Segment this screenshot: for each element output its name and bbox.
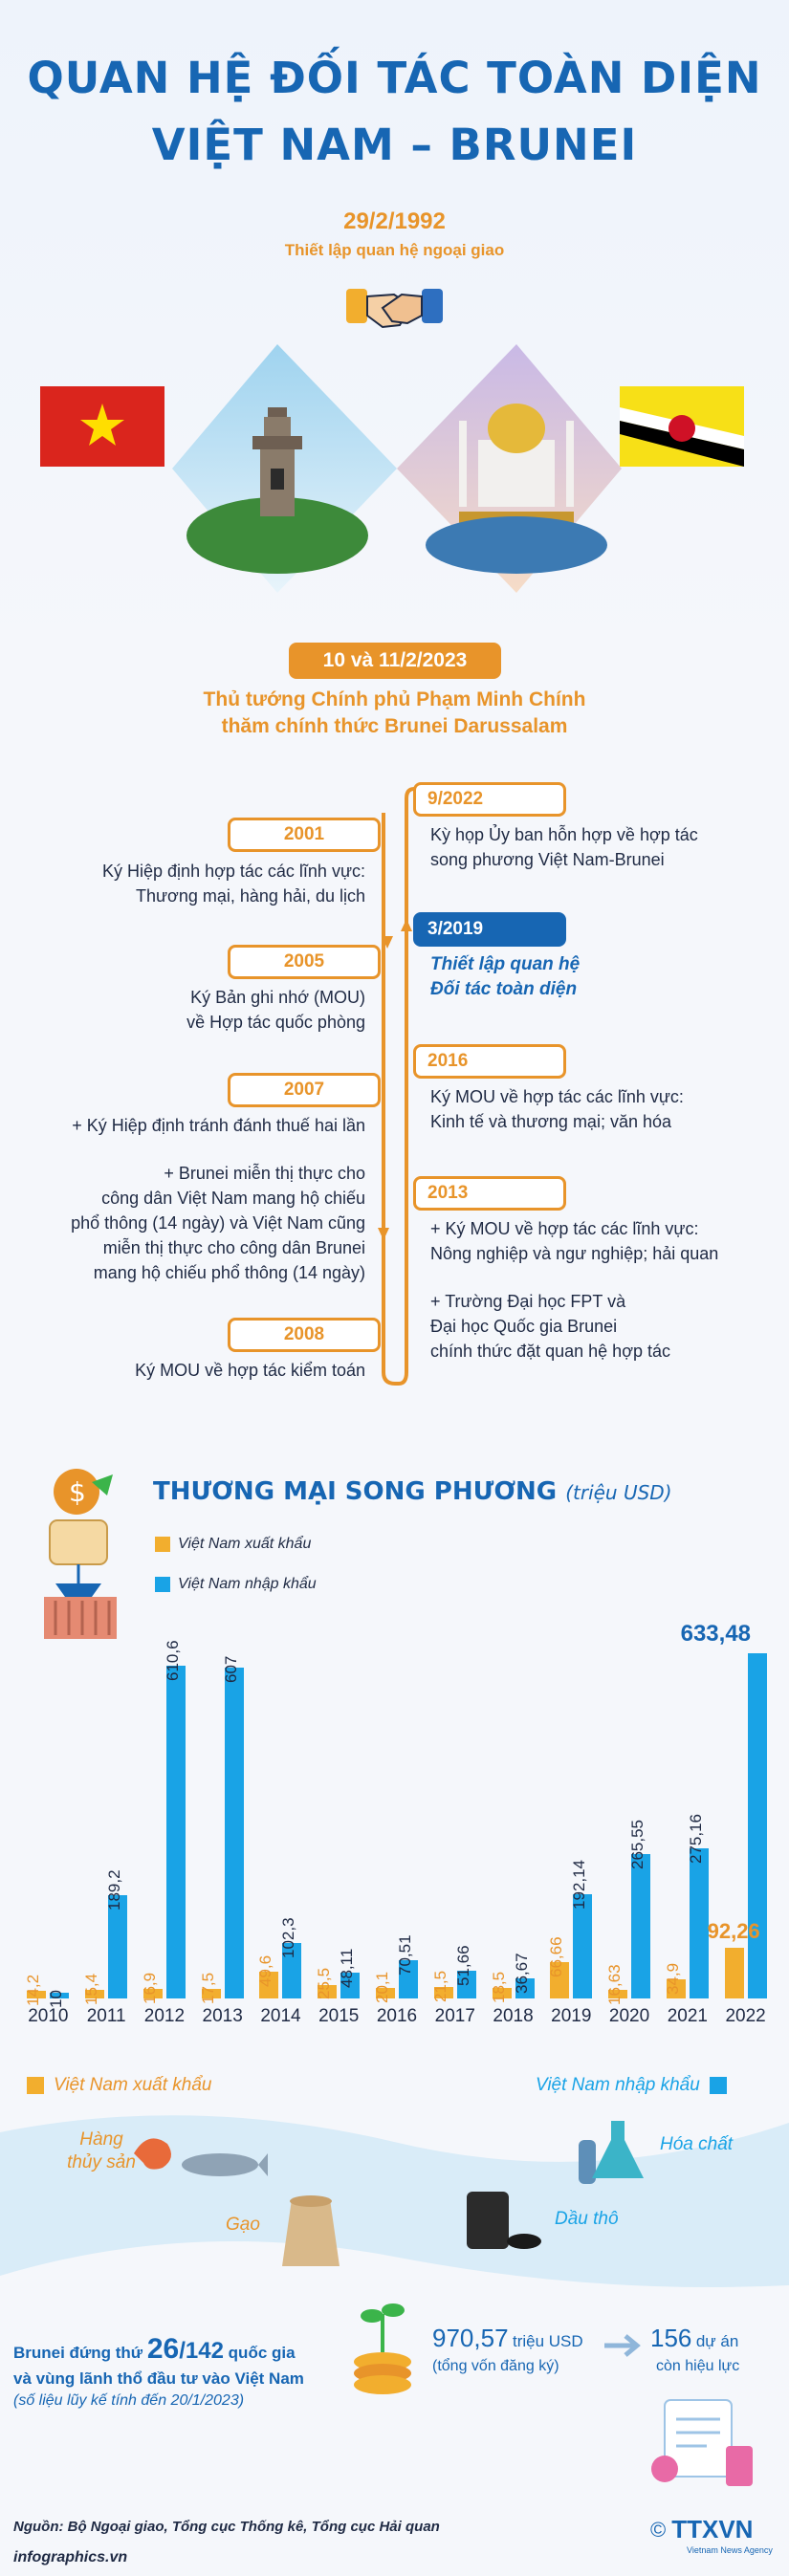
investment-capital	[432, 2324, 583, 2353]
label-import-2018: 36,67	[512, 1953, 531, 1995]
investment-projects	[650, 2324, 738, 2353]
label-import-2020: 265,55	[628, 1819, 647, 1869]
label-export-2011: 15,4	[82, 1974, 101, 2006]
timeline-text-2013-e: Đại học Quốc gia Brunei	[430, 1317, 618, 1336]
investment-projects-caption: còn hiệu lực	[656, 2358, 740, 2374]
timeline-text-2007-f: miễn thị thực cho công dân Brunei	[102, 1238, 365, 1257]
timeline-text-2005-a: Ký Bản ghi nhớ (MOU)	[190, 988, 365, 1007]
investment-rank-number: 26	[146, 2333, 180, 2365]
timeline-year-2016: 2016	[413, 1044, 566, 1079]
timeline-text-2007-c: + Brunei miễn thị thực cho	[164, 1164, 365, 1183]
import-goods-label: Việt Nam nhập khẩu	[536, 2075, 700, 2095]
timeline-text-2008: Ký MOU về hợp tác kiểm toán	[135, 1361, 365, 1380]
brunei-flag-icon	[620, 386, 744, 467]
timeline-text-2016-b: Kinh tế và thương mại; văn hóa	[430, 1112, 671, 1131]
bar-import-2021	[690, 1848, 709, 1998]
timeline-text-2019-a: Thiết lập quan hệ	[430, 954, 581, 974]
label-export-2022: 92,26	[707, 1919, 760, 1944]
label-import-2015: 48,11	[338, 1948, 357, 1988]
bar-import-2022	[748, 1653, 767, 1998]
investment-line2: và vùng lãnh thổ đầu tư vào Việt Nam	[13, 2369, 304, 2388]
bar-import-2019	[573, 1894, 592, 1998]
investment-capital-caption: (tổng vốn đăng ký)	[432, 2358, 559, 2374]
label-export-2016: 20,1	[373, 1971, 391, 2003]
timeline-text-2005-b: về Hợp tác quốc phòng	[186, 1013, 365, 1032]
timeline-year-2008: 2008	[228, 1318, 381, 1352]
trade-unit: (triệu USD)	[565, 1481, 672, 1504]
rice-sack-icon	[273, 2190, 349, 2276]
timeline-text-2013-b: Nông nghiệp và ngư nghiệp; hải quan	[430, 1244, 719, 1263]
bar-import-2012	[166, 1666, 186, 1998]
timeline-text-2001-a: Ký Hiệp định hợp tác các lĩnh vực:	[102, 862, 365, 881]
timeline-year-2005: 2005	[228, 945, 381, 979]
investment-capital-value: 970,57	[432, 2324, 509, 2352]
goods-rice: Gạo	[226, 2215, 260, 2235]
import-goods-swatch	[710, 2077, 727, 2094]
investment-rank-total: /142	[179, 2338, 224, 2364]
label-import-2012: 610,6	[163, 1640, 182, 1682]
trade-bar-chart	[19, 1621, 775, 2009]
trade-title	[153, 1477, 672, 1506]
bar-import-2020	[631, 1854, 650, 1998]
label-export-2015: 25,5	[315, 1968, 334, 2000]
goods-chemicals: Hóa chất	[660, 2134, 734, 2154]
timeline-text-2013-d: + Trường Đại học FPT và	[430, 1292, 626, 1311]
page-title-line1: QUAN HỆ ĐỐI TÁC TOÀN DIỆN	[27, 53, 762, 103]
label-import-2016: 70,51	[396, 1934, 414, 1976]
landmark-illustration	[172, 316, 622, 612]
year-label-2014: 2014	[260, 2006, 301, 2026]
timeline-text-2007-a: + Ký Hiệp định tránh đánh thuế hai lần	[72, 1116, 365, 1135]
timeline-text-2007-d: công dân Việt Nam mang hộ chiếu	[101, 1189, 365, 1208]
year-label-2010: 2010	[28, 2006, 69, 2026]
oil-barrel-icon	[457, 2182, 543, 2259]
timeline-text-2022-a: Kỳ họp Ủy ban hỗn hợp về hợp tác	[430, 825, 698, 844]
year-label-2022: 2022	[725, 2006, 766, 2026]
agency-logo	[650, 2515, 753, 2544]
export-goods-label: Việt Nam xuất khẩu	[54, 2075, 212, 2095]
investment-note: (số liệu lũy kế tính đến 20/1/2023)	[13, 2392, 245, 2409]
trade-title-text: THƯƠNG MẠI SONG PHƯƠNG	[153, 1477, 558, 1506]
year-label-2020: 2020	[608, 2006, 650, 2026]
shrimp-fish-icon	[124, 2125, 268, 2192]
bar-export-2022	[725, 1948, 744, 1998]
timeline-year-2007: 2007	[228, 1073, 381, 1107]
label-export-2017: 21,5	[430, 1970, 449, 2002]
timeline-text-2013-f: chính thức đặt quan hệ hợp tác	[430, 1342, 671, 1361]
label-import-2013: 607	[221, 1656, 240, 1684]
agency-name: TTXVN	[671, 2515, 754, 2543]
year-label-2013: 2013	[202, 2006, 243, 2026]
investment-rank-pre: Brunei đứng thứ	[13, 2344, 143, 2362]
trade-chart-x-axis	[19, 2006, 775, 2035]
goods-seafood: Hàng thủy sản	[67, 2129, 136, 2172]
footer-site: infographics.vn	[13, 2549, 128, 2565]
timeline-year-9-2022: 9/2022	[413, 782, 566, 817]
label-import-2019: 192,14	[570, 1859, 589, 1910]
year-label-2021: 2021	[667, 2006, 708, 2026]
year-label-2016: 2016	[376, 2006, 418, 2026]
label-import-2014: 102,3	[279, 1917, 298, 1958]
label-export-2013: 17,5	[198, 1972, 217, 2005]
legend-import-label: Việt Nam nhập khẩu	[178, 1576, 317, 1592]
year-label-2019: 2019	[551, 2006, 592, 2026]
timeline-year-3-2019: 3/2019	[413, 912, 566, 947]
diplomatic-date: 29/2/1992	[343, 208, 446, 234]
agency-subtitle: Vietnam News Agency	[687, 2545, 773, 2555]
timeline-connector	[378, 779, 426, 1391]
label-export-2019: 66,66	[547, 1936, 566, 1978]
label-import-2017: 51,66	[453, 1945, 472, 1986]
copyright-icon: ©	[650, 2517, 667, 2542]
document-calculator-icon	[646, 2390, 760, 2496]
year-label-2011: 2011	[86, 2006, 126, 2026]
investment-rank-post: quốc gia	[228, 2344, 296, 2362]
label-export-2012: 16,9	[140, 1973, 159, 2005]
page-title-line2: VIỆT NAM – BRUNEI	[151, 120, 638, 170]
label-export-2018: 18,5	[489, 1972, 508, 2004]
timeline-text-2013-a: + Ký MOU về hợp tác các lĩnh vực:	[430, 1219, 699, 1238]
arrow-right-icon	[603, 2331, 645, 2360]
timeline-text-2016-a: Ký MOU về hợp tác các lĩnh vực:	[430, 1087, 684, 1106]
timeline-text-2001-b: Thương mại, hàng hải, du lịch	[136, 886, 365, 906]
legend-export-swatch	[155, 1537, 170, 1552]
vietnam-flag-icon	[40, 386, 164, 467]
investment-rank	[13, 2333, 296, 2366]
export-goods-header	[27, 2075, 211, 2096]
money-plant-icon	[340, 2295, 426, 2410]
legend-export	[155, 1536, 311, 1553]
timeline-text-2019-b: Đối tác toàn diện	[430, 979, 578, 999]
label-export-2010: 14,2	[24, 1974, 43, 2006]
year-label-2015: 2015	[318, 2006, 360, 2026]
legend-export-label: Việt Nam xuất khẩu	[178, 1536, 312, 1552]
legend-import-swatch	[155, 1577, 170, 1592]
label-export-2020: 16,63	[605, 1963, 625, 2005]
chemical-flask-icon	[569, 2111, 655, 2188]
trade-money-icon	[36, 1463, 132, 1645]
label-export-2014: 49,6	[256, 1954, 275, 1987]
year-label-2012: 2012	[143, 2006, 186, 2026]
investment-projects-value: 156	[650, 2324, 692, 2352]
investment-projects-unit: dự án	[695, 2332, 739, 2350]
year-label-2018: 2018	[493, 2006, 534, 2026]
svg-text:$: $	[69, 1476, 86, 1508]
label-export-2021: 34,9	[663, 1963, 682, 1996]
label-import-2010: 10	[47, 1990, 66, 2009]
visit-line1: Thủ tướng Chính phủ Phạm Minh Chính	[203, 688, 586, 710]
timeline-year-2013: 2013	[413, 1176, 566, 1211]
export-goods-swatch	[27, 2077, 44, 2094]
import-goods-header	[536, 2075, 727, 2096]
goods-crude-oil: Dầu thô	[555, 2209, 619, 2229]
timeline-year-2001: 2001	[228, 818, 381, 852]
label-import-2021: 275,16	[686, 1814, 705, 1865]
investment-capital-unit: triệu USD	[512, 2332, 583, 2350]
year-label-2017: 2017	[434, 2006, 475, 2026]
bar-import-2011	[108, 1895, 127, 1998]
visit-date-badge: 10 và 11/2/2023	[289, 643, 501, 679]
visit-line2: thăm chính thức Brunei Darussalam	[221, 715, 568, 737]
legend-import	[155, 1576, 317, 1593]
label-import-2011: 189,2	[105, 1869, 124, 1911]
bar-import-2013	[225, 1668, 244, 1998]
label-import-2022: 633,48	[680, 1621, 752, 1648]
diplomatic-caption: Thiết lập quan hệ ngoại giao	[284, 241, 505, 259]
timeline-text-2007-g: mang hộ chiếu phổ thông (14 ngày)	[93, 1263, 365, 1282]
footer-source: Nguồn: Bộ Ngoại giao, Tổng cục Thống kê, Tổng cục Hải quan	[13, 2519, 440, 2535]
timeline-text-2007-e: phổ thông (14 ngày) và Việt Nam cũng	[71, 1213, 365, 1233]
timeline-text-2022-b: song phương Việt Nam-Brunei	[430, 850, 665, 869]
